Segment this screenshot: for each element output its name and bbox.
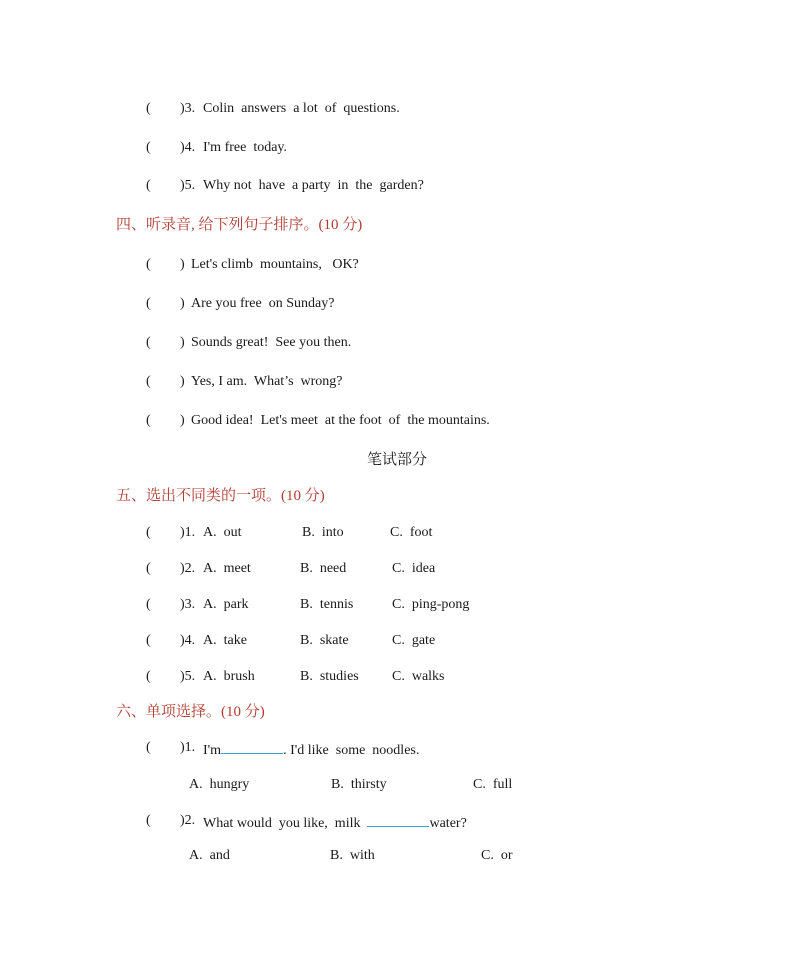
option-a: A. take: [203, 633, 247, 648]
item-text: Why not have a party in the garden?: [203, 178, 424, 193]
paren-close: )3.: [180, 101, 196, 116]
option-a: A. brush: [203, 669, 255, 684]
option-a: A. park: [203, 597, 249, 612]
paren-open: (: [146, 140, 151, 155]
sentence-text: Sounds great! See you then.: [191, 335, 352, 350]
option-a: A. hungry: [189, 777, 250, 792]
paren-open: (: [146, 257, 151, 272]
option-c: C. full: [473, 777, 513, 792]
paren-open: (: [146, 669, 151, 684]
option-c: C. foot: [390, 525, 433, 540]
paren-close: )5.: [180, 178, 196, 193]
option-b: B. into: [302, 525, 344, 540]
sentence-text: Good idea! Let's meet at the foot of the mountains.: [191, 413, 490, 428]
option-b: B. need: [300, 561, 347, 576]
paren-open: (: [146, 374, 151, 389]
item-number: 2.: [184, 561, 196, 576]
item-number: 5.: [184, 178, 196, 193]
option-b: B. thirsty: [331, 777, 387, 792]
item-number: 3.: [184, 101, 196, 116]
option-c: C. gate: [392, 633, 436, 648]
paren-close: ): [180, 374, 185, 389]
paren-close: ): [180, 413, 185, 428]
item-text: Colin answers a lot of questions.: [203, 101, 400, 116]
item-number: 1.: [184, 525, 196, 540]
item-number: 4.: [184, 140, 196, 155]
sentence-text: Yes, I am. What’s wrong?: [191, 374, 343, 389]
sentence-text: Let's climb mountains, OK?: [191, 257, 359, 272]
paren-close: )1.: [180, 740, 196, 755]
paren-close: )5.: [180, 669, 196, 684]
paren-open: (: [146, 178, 151, 193]
question-stem: [203, 739, 419, 760]
paren-close: )2.: [180, 813, 196, 828]
option-a: A. and: [189, 848, 230, 863]
option-b: B. studies: [300, 669, 359, 684]
paren-close: )4.: [180, 633, 196, 648]
paren-open: (: [146, 740, 151, 755]
paren-open: (: [146, 335, 151, 350]
paren-close: ): [180, 296, 185, 311]
option-b: B. tennis: [300, 597, 354, 612]
answer-blank[interactable]: [221, 739, 283, 754]
item-number: 2.: [184, 813, 196, 828]
option-c: C. or: [481, 848, 513, 863]
paren-close: )2.: [180, 561, 196, 576]
paren-open: (: [146, 597, 151, 612]
stem-after-blank: water?: [429, 816, 467, 831]
item-number: 3.: [184, 597, 196, 612]
paren-open: (: [146, 813, 151, 828]
option-c: C. ping-pong: [392, 597, 470, 612]
paren-open: (: [146, 633, 151, 648]
item-number: 5.: [184, 669, 196, 684]
option-a: A. out: [203, 525, 242, 540]
option-b: B. with: [330, 848, 375, 863]
paren-open: (: [146, 296, 151, 311]
option-c: C. walks: [392, 669, 445, 684]
stem-before-blank: What would you like, milk: [203, 816, 368, 831]
paren-open: (: [146, 525, 151, 540]
paren-close: )1.: [180, 525, 196, 540]
question-stem: [203, 812, 467, 833]
paren-close: )3.: [180, 597, 196, 612]
paren-close: )4.: [180, 140, 196, 155]
stem-after-blank: . I'd like some noodles.: [283, 743, 420, 758]
option-c: C. idea: [392, 561, 436, 576]
option-b: B. skate: [300, 633, 349, 648]
item-text: I'm free today.: [203, 140, 288, 155]
stem-before-blank: I'm: [203, 743, 222, 758]
section-5-heading: 五、选出不同类的一项。(10 分): [116, 488, 325, 504]
paren-close: ): [180, 335, 185, 350]
sentence-text: Are you free on Sunday?: [191, 296, 335, 311]
paren-open: (: [146, 561, 151, 576]
item-number: 1.: [184, 740, 196, 755]
item-number: 4.: [184, 633, 196, 648]
option-a: A. meet: [203, 561, 251, 576]
section-4-heading: 四、听录音, 给下列句子排序。(10 分): [116, 217, 363, 233]
paren-close: ): [180, 257, 185, 272]
section-6-heading: 六、单项选择。(10 分): [116, 704, 265, 720]
written-part-title: 笔试部分: [366, 452, 427, 468]
paren-open: (: [146, 413, 151, 428]
answer-blank[interactable]: [367, 812, 429, 827]
paren-open: (: [146, 101, 151, 116]
